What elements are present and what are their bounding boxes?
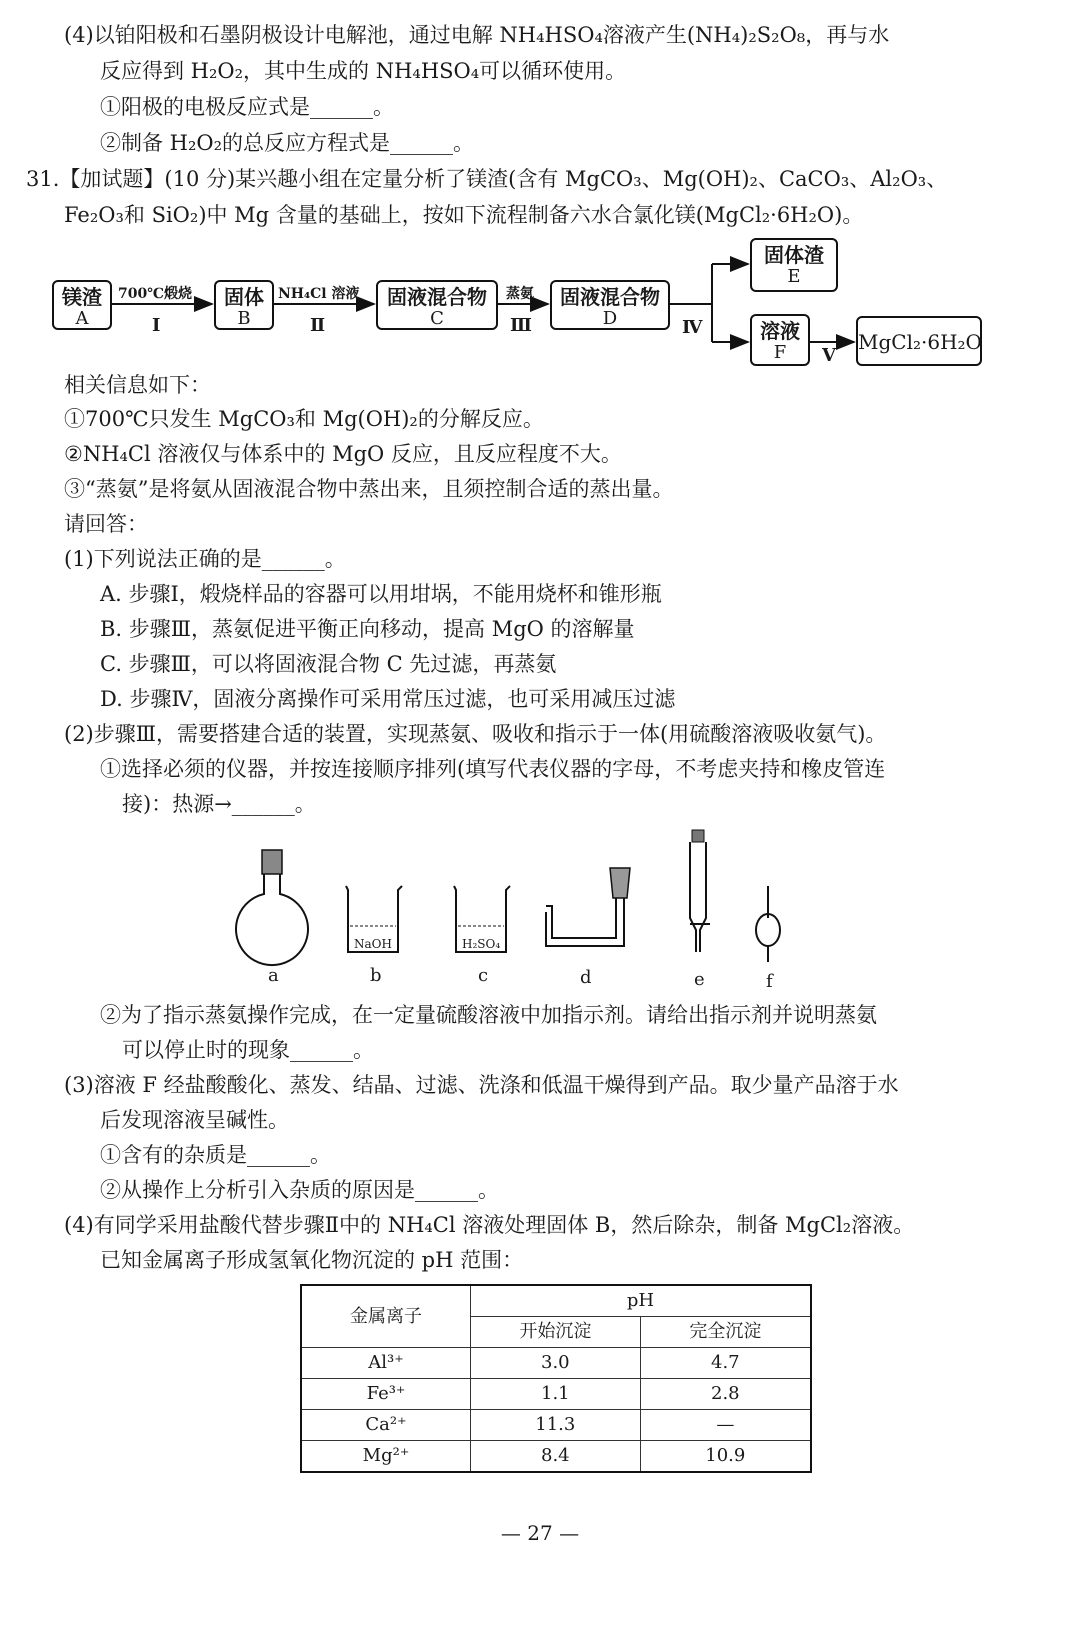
info-3: ③“蒸氨”是将氨从固液混合物中蒸出来，且须控制合适的蒸出量。 [64, 477, 674, 501]
label-nh4cl: NH₄Cl 溶液 [278, 286, 360, 302]
start-cell: 3.0 [471, 1348, 641, 1379]
label-e: e [694, 969, 705, 990]
box-d-name: 固液混合物 [560, 285, 660, 309]
q30-4-line2: 反应得到 H₂O₂，其中生成的 NH₄HSO₄可以循环使用。 [100, 59, 627, 83]
beaker-c-text: H₂SO₄ [462, 937, 501, 951]
apparatus-figure [220, 828, 820, 998]
label-b: b [370, 965, 382, 986]
header-start: 开始沉淀 [471, 1317, 641, 1348]
ion-cell: Mg²⁺ [301, 1441, 471, 1473]
table-row [301, 1348, 811, 1379]
label-a: a [268, 965, 279, 986]
box-c-letter: C [430, 308, 444, 329]
header-end: 完全沉淀 [640, 1317, 811, 1348]
page-number: — 27 — [500, 1521, 580, 1545]
q30-4-line1: (4)以铂阳极和石墨阴极设计电解池，通过电解 NH₄HSO₄溶液产生(NH₄)₂S₂O₈，再与水 [64, 23, 890, 47]
flow-box-a [52, 280, 112, 330]
tube-d [546, 868, 630, 946]
box-b-letter: B [237, 308, 251, 329]
table-header-row [301, 1285, 811, 1317]
p4-line1: (4)有同学采用盐酸代替步骤Ⅱ中的 NH₄Cl 溶液处理固体 B，然后除杂，制备 MgCl₂溶液。 [64, 1213, 915, 1237]
p1-option-a: A. 步骤Ⅰ，煅烧样品的容器可以用坩埚，不能用烧杯和锥形瓶 [100, 582, 662, 606]
table-row [301, 1410, 811, 1441]
p2-stem: (2)步骤Ⅲ，需要搭建合适的装置，实现蒸氨、吸收和指示于一体(用硫酸溶液吸收氨气)。 [64, 722, 887, 746]
flow-box-d [550, 280, 670, 330]
p3-line2: 后发现溶液呈碱性。 [100, 1108, 289, 1132]
box-b-name: 固体 [224, 285, 264, 309]
header-ion: 金属离子 [301, 1285, 471, 1348]
box-f-name: 溶液 [760, 319, 800, 343]
box-e-name: 固体渣 [764, 243, 824, 267]
beaker-b-text: NaOH [354, 937, 392, 951]
label-calcine: 700℃煅烧 [118, 286, 192, 302]
table-row [301, 1379, 811, 1410]
box-a-letter: A [75, 308, 89, 329]
flow-chart [48, 238, 1038, 378]
p2-sub2-line2: 可以停止时的现象______。 [122, 1038, 374, 1062]
box-a-name: 镁渣 [62, 285, 102, 309]
step-4: Ⅳ [682, 317, 703, 338]
end-cell: 2.8 [640, 1379, 811, 1410]
q30-4-sub2: ②制备 H₂O₂的总反应方程式是______。 [100, 131, 475, 155]
p3-line1: (3)溶液 F 经盐酸酸化、蒸发、结晶、过滤、洗涤和低温干燥得到产品。取少量产品溶于水 [64, 1073, 899, 1097]
flow-box-c [376, 280, 498, 330]
step-1: Ⅰ [152, 315, 161, 336]
step-5: Ⅴ [822, 345, 836, 366]
info-2: ②NH₄Cl 溶液仅与体系中的 MgO 反应，且反应程度不大。 [64, 442, 622, 466]
box-f-letter: F [773, 342, 787, 363]
ion-cell: Ca²⁺ [301, 1410, 471, 1441]
flow-box-b [214, 280, 274, 330]
start-cell: 8.4 [471, 1441, 641, 1473]
answer-prompt: 请回答： [64, 512, 148, 536]
box-d-letter: D [602, 308, 618, 329]
q31-head-line2: Fe₂O₃和 SiO₂)中 Mg 含量的基础上，按如下流程制备六水合氯化镁(MgCl₂·6H₂O)。 [64, 203, 864, 227]
q30-4-sub1: ①阳极的电极反应式是______。 [100, 95, 394, 119]
bulb-f [756, 886, 780, 962]
box-product-name: MgCl₂·6H₂O [858, 330, 982, 354]
ion-cell: Al³⁺ [301, 1348, 471, 1379]
ion-cell: Fe³⁺ [301, 1379, 471, 1410]
end-cell: — [640, 1410, 811, 1441]
label-steam-ammonia: 蒸氨 [506, 286, 534, 302]
funnel-e [690, 830, 710, 952]
label-d: d [580, 967, 592, 988]
p1-option-d: D. 步骤Ⅳ，固液分离操作可采用常压过滤，也可采用减压过滤 [100, 687, 676, 711]
p3-sub2: ②从操作上分析引入杂质的原因是______。 [100, 1178, 499, 1202]
box-e-letter: E [787, 266, 801, 287]
step-3: Ⅲ [510, 315, 532, 336]
q31-head-line1: 31.【加试题】(10 分)某兴趣小组在定量分析了镁渣(含有 MgCO₃、Mg(OH)₂、CaCO₃、Al₂O₃、 [26, 167, 948, 191]
ph-table [300, 1284, 812, 1473]
p2-sub1-line1: ①选择必须的仪器，并按连接顺序排列(填写代表仪器的字母，不考虑夹持和橡皮管连 [100, 757, 886, 781]
step-2: Ⅱ [310, 315, 326, 336]
p1-option-b: B. 步骤Ⅲ，蒸氨促进平衡正向移动，提高 MgO 的溶解量 [100, 617, 635, 641]
info-title: 相关信息如下： [64, 373, 211, 397]
end-cell: 4.7 [640, 1348, 811, 1379]
label-c: c [478, 965, 489, 986]
p2-sub2-line1: ②为了指示蒸氨操作完成，在一定量硫酸溶液中加指示剂。请给出指示剂并说明蒸氨 [100, 1003, 877, 1027]
p2-sub1-line2: 接)：热源→______。 [122, 792, 316, 816]
p1-stem: (1)下列说法正确的是______。 [64, 547, 346, 571]
table-row [301, 1441, 811, 1473]
flow-box-f [750, 314, 810, 366]
header-ph: pH [471, 1285, 812, 1317]
end-cell: 10.9 [640, 1441, 811, 1473]
p1-option-c: C. 步骤Ⅲ，可以将固液混合物 C 先过滤，再蒸氨 [100, 652, 557, 676]
box-c-name: 固液混合物 [387, 285, 487, 309]
label-f: f [766, 971, 773, 992]
apparatus-drawing [220, 828, 820, 978]
p4-line2: 已知金属离子形成氢氧化物沉淀的 pH 范围： [100, 1248, 524, 1272]
flow-box-e [750, 238, 838, 292]
p3-sub1: ①含有的杂质是______。 [100, 1143, 331, 1167]
flow-box-product [856, 316, 982, 366]
start-cell: 11.3 [471, 1410, 641, 1441]
info-1: ①700℃只发生 MgCO₃和 Mg(OH)₂的分解反应。 [64, 407, 544, 431]
start-cell: 1.1 [471, 1379, 641, 1410]
flask-a [236, 850, 308, 965]
